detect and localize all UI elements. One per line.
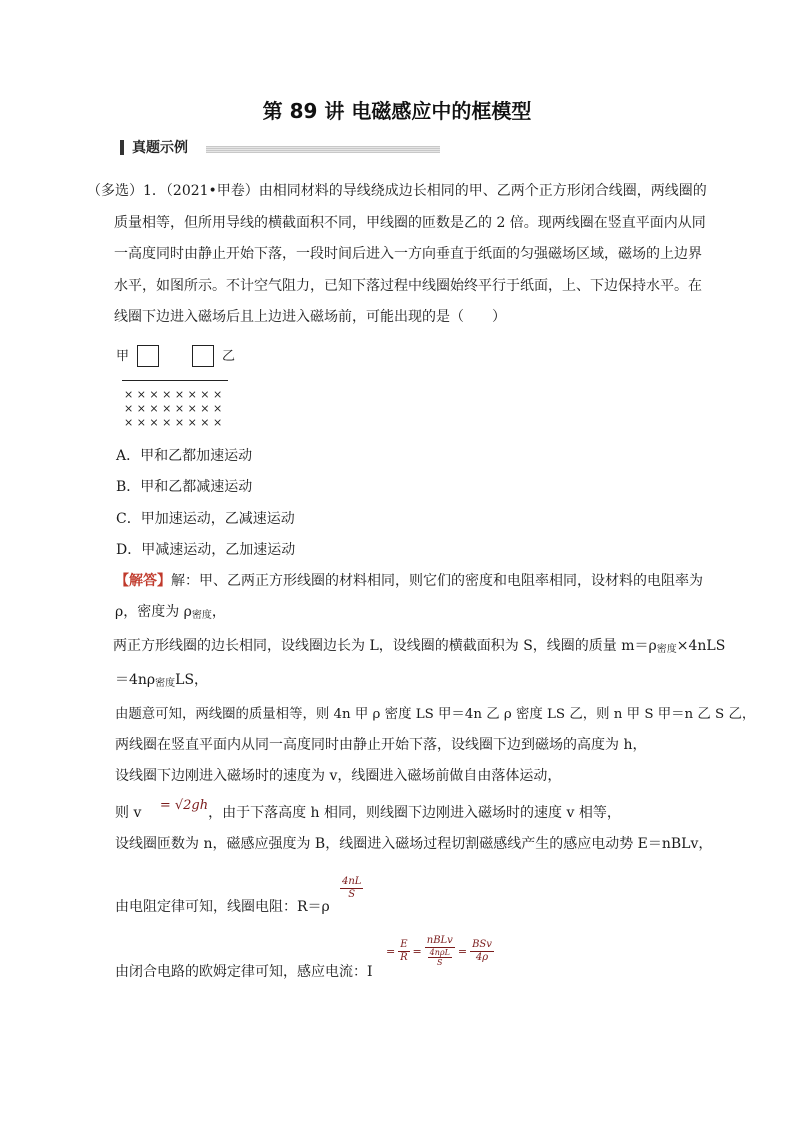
fraction [425,935,455,967]
nested-fraction [428,948,452,967]
coil-jia [137,345,159,367]
solution-line-2 [115,597,715,631]
field-row: × × × × × × × × [124,388,223,401]
field-symbols [124,388,222,430]
subscript: 密度 [656,644,677,655]
question-line: 质量相等，但所用导线的横截面积不同，甲线圈的匝数是乙的 2 倍。现两线圈在竖直平面内从同 [114,214,706,231]
solution-line-10: 由电阻定律可知，线圈电阻：R＝ρ [115,899,330,915]
numerator: 4nρL [429,948,450,957]
formula-current [386,935,494,967]
solution-line-5: 由题意可知，两线圈的质量相等，则 4n 甲 ρ 密度 LS 甲＝4n 乙 ρ 密度 LS 乙，则 n 甲 S 甲＝n 乙 S 乙， [115,707,756,722]
solution-line-3 [113,631,726,665]
solution-line-7: 设线圈下边刚进入磁场时的速度为 v，线圈进入磁场前做自由落体运动， [115,768,562,784]
denominator: S [348,889,356,900]
question-stem [87,176,712,334]
fraction [340,876,363,901]
page-title: 第 89 讲 电磁感应中的框模型 [262,99,532,123]
solution-text: 解：甲、乙两正方形线圈的材料相同，则它们的密度和电阻率相同，设材料的电阻率为 [171,573,703,589]
fraction [470,939,494,964]
subscript: 密度 [191,610,212,621]
numerator: nBLv [426,935,453,946]
section-marker [120,140,124,155]
field-boundary [122,380,228,381]
section-rule [206,146,440,153]
formula-sqrt-2gh: = √2gh [159,798,209,813]
solution-line-9: 设线圈匝数为 n，磁感应强度为 B，线圈进入磁场过程切割磁感线产生的感应电动势 E＝nBLv， [115,836,713,852]
section-header [120,137,188,157]
numerator: E [400,938,408,950]
field-row: × × × × × × × × [124,416,223,429]
solution-text: LS， [175,672,209,688]
formula-resistance [340,876,363,901]
question-line: 线圈下边进入磁场后且上边进入磁场前，可能出现的是（ ） [114,309,506,325]
equals-sign: = [457,944,468,958]
question-line: 一高度同时由静止开始下落，一段时间后进入一方向垂直于纸面的匀强磁场区域，磁场的上边界 [114,246,702,262]
section-label: 真题示例 [132,140,188,156]
solution-text: 两正方形线圈的边长相同，设线圈边长为 L，设线圈的横截面积为 S，线圈的质量 m＝ρ [113,638,657,654]
answer-options [116,441,295,566]
numerator: BSv [472,938,492,950]
denominator: 4ρ [475,951,489,963]
denominator: R [400,951,408,963]
option-d[interactable]: D．甲减速运动，乙加速运动 [116,541,296,558]
solution-text: 则 v [115,805,142,821]
coil-yi [192,345,214,367]
solution-line-1 [115,566,715,597]
solution-text: ×4nLS [676,638,726,654]
solution-text: ＝4nρ [115,672,156,688]
field-row: × × × × × × × × [124,402,223,415]
question-line: （多选）1．（2021•甲卷）由相同材料的导线绕成边长相同的甲、乙两个正方形闭合线圈，两线圈的 [87,183,707,199]
numerator: 4nL [342,876,362,887]
option-a[interactable]: A．甲和乙都加速运动 [116,448,253,464]
subscript: 密度 [155,678,176,689]
solution-line-6: 两线圈在竖直平面内从同一高度同时由静止开始下落，设线圈下边到磁场的高度为 h， [115,737,647,753]
fraction [398,939,409,964]
coil-label-yi: 乙 [222,349,236,364]
question-line: 水平，如图所示。不计空气阻力，已知下落过程中线圈始终平行于纸面，上、下边保持水平。在 [114,277,702,294]
option-c[interactable]: C．甲加速运动，乙减速运动 [116,510,295,527]
solution-text: ρ，密度为 ρ [115,604,192,620]
solution-text: ，由于下落高度 h 相同，则线圈下边刚进入磁场时的速度 v 相等， [208,805,621,821]
solution-text: ， [211,604,226,620]
coil-label-jia: 甲 [116,349,130,364]
solution-tag: 【解答】 [115,573,171,589]
denominator: S [437,958,443,967]
solution [113,566,756,860]
equals-sign: = [386,944,396,958]
equals-sign: = [412,944,422,958]
solution-line-4 [115,665,715,699]
solution-line-11: 由闭合电路的欧姆定律可知，感应电流：I [115,964,373,980]
option-b[interactable]: B．甲和乙都减速运动 [116,479,253,496]
solution-line-8 [115,798,715,829]
coil-figure [114,340,254,440]
